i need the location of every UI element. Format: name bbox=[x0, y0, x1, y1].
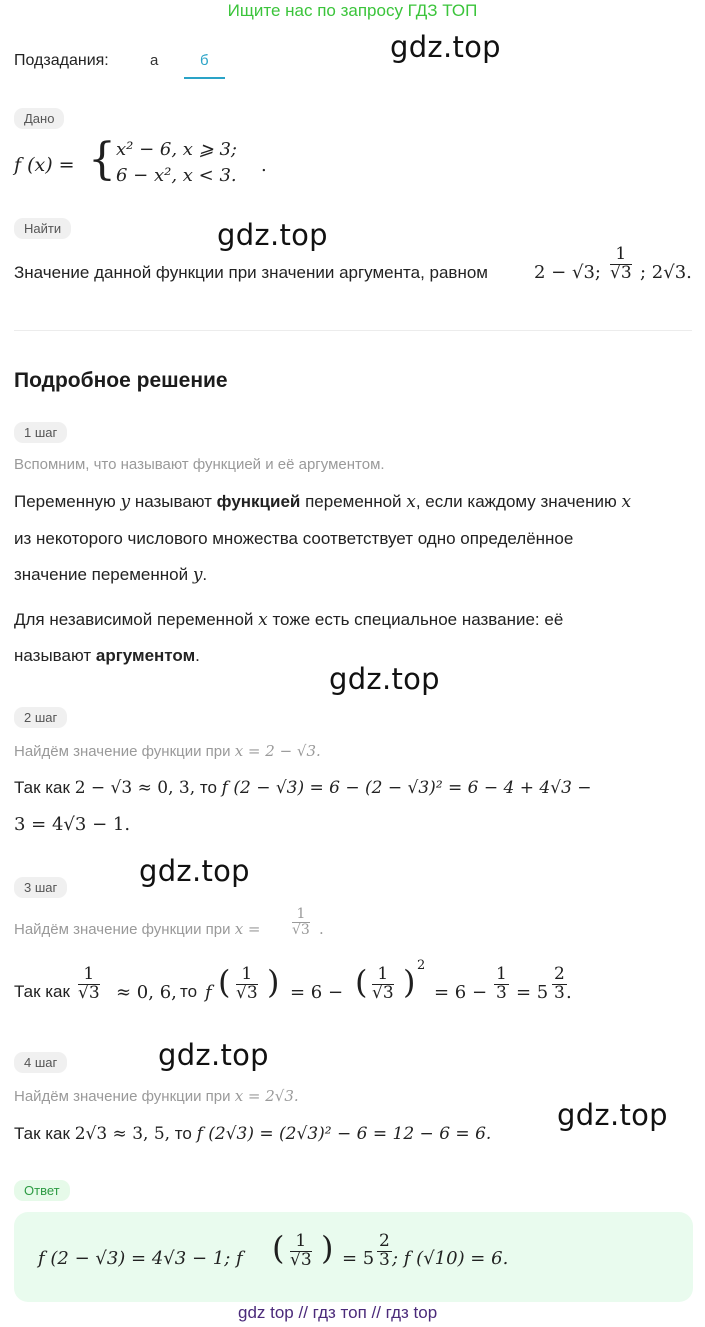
step-3-frac-5 bbox=[552, 966, 567, 1003]
text: то bbox=[174, 1124, 192, 1143]
find-value-b bbox=[610, 246, 632, 283]
given-case-1: x² − 6, x ⩾ 3; bbox=[116, 139, 237, 160]
num: 1 bbox=[372, 966, 394, 985]
tab-active-underline bbox=[184, 77, 225, 79]
paren-right: ) bbox=[321, 1229, 334, 1267]
step-3-approx: ≈ 0, 6, bbox=[116, 982, 177, 1003]
step-1-paragraph-5 bbox=[14, 646, 200, 666]
step-1-hint: Вспомним, что называют функцией и её аргументом. bbox=[14, 456, 385, 473]
watermark: gdz.top bbox=[158, 1038, 269, 1072]
num: 2 bbox=[379, 1231, 390, 1251]
watermark: gdz.top bbox=[390, 30, 501, 64]
num: 1 bbox=[78, 966, 100, 985]
text: значение переменной bbox=[14, 565, 193, 584]
num: 1 bbox=[292, 907, 310, 923]
find-value-b-den: √3 bbox=[610, 262, 632, 283]
var-x: x bbox=[406, 492, 416, 512]
step-3-dot: . bbox=[566, 982, 572, 1003]
math: x = 2√3. bbox=[234, 1087, 299, 1105]
answer-label: Ответ bbox=[14, 1180, 70, 1201]
num: 1 bbox=[496, 964, 507, 984]
watermark: gdz.top bbox=[217, 218, 328, 252]
text: . bbox=[202, 565, 208, 584]
step-3-hint-dot: . bbox=[319, 920, 324, 938]
math: 2√3 ≈ 3, 5, bbox=[74, 1124, 171, 1144]
find-value-c: ; 2√3. bbox=[640, 262, 692, 283]
step-2-line-1 bbox=[14, 778, 592, 798]
text: Так как bbox=[14, 778, 70, 797]
text: Найдём значение функции при bbox=[14, 921, 231, 938]
step-1-label: 1 шаг bbox=[14, 422, 67, 443]
den: √3 bbox=[292, 921, 310, 938]
den: 3 bbox=[496, 982, 507, 1003]
step-3-eq-3: = 5 bbox=[516, 982, 549, 1003]
step-3-frac-4 bbox=[494, 966, 509, 1003]
step-3-exp: 2 bbox=[417, 958, 426, 973]
text: , если каждому значению bbox=[415, 492, 622, 511]
text: называют bbox=[14, 646, 96, 665]
text: Для независимой переменной bbox=[14, 610, 259, 629]
term-function: функцией bbox=[216, 492, 301, 511]
step-4-label: 4 шаг bbox=[14, 1052, 67, 1073]
step-4-line bbox=[14, 1124, 491, 1144]
find-label: Найти bbox=[14, 218, 71, 239]
num: 2 bbox=[554, 964, 565, 984]
watermark: gdz.top bbox=[139, 854, 250, 888]
step-3-frac-2 bbox=[236, 966, 258, 1003]
var-x: x bbox=[258, 610, 268, 630]
text: Найдём значение функции при bbox=[14, 743, 231, 760]
paren-right: ) bbox=[267, 963, 280, 1001]
step-1-paragraph-2: из некоторого числового множества соответствует одно определённое bbox=[14, 529, 574, 548]
step-1-paragraph-4 bbox=[14, 610, 563, 630]
text: . bbox=[195, 646, 200, 665]
math: x = bbox=[234, 920, 261, 938]
answer-part-1: f (2 − √3) = 4√3 − 1; f bbox=[38, 1248, 243, 1269]
answer-part-2: = 5 bbox=[342, 1248, 375, 1269]
math: f (2 − √3) = 6 − (2 − √3)² = 6 − 4 + 4√3 − bbox=[221, 778, 592, 798]
num: 1 bbox=[290, 1233, 312, 1252]
find-value-a: 2 − √3; bbox=[534, 262, 601, 283]
text: то bbox=[199, 778, 217, 797]
step-3-hint-fraction bbox=[292, 907, 310, 937]
step-1-paragraph-3 bbox=[14, 565, 207, 585]
watermark: gdz.top bbox=[557, 1098, 668, 1132]
step-3-eq-1: = 6 − bbox=[290, 982, 344, 1003]
math: 2 − √3 ≈ 0, 3, bbox=[74, 778, 196, 798]
step-3-frac-1 bbox=[78, 966, 100, 1003]
given-brace: { bbox=[88, 134, 116, 185]
den: √3 bbox=[372, 982, 394, 1003]
step-3-f: f bbox=[205, 982, 212, 1003]
den: √3 bbox=[78, 982, 100, 1003]
den: √3 bbox=[290, 1249, 312, 1270]
step-2-line-2: 3 = 4√3 − 1. bbox=[14, 814, 131, 835]
paren-left: ( bbox=[218, 963, 231, 1001]
step-3-hint bbox=[14, 920, 260, 938]
step-3-to: то bbox=[180, 982, 198, 1001]
find-value-b-num: 1 bbox=[610, 246, 632, 265]
divider bbox=[14, 330, 692, 331]
paren-left: ( bbox=[272, 1229, 285, 1267]
step-3-so-text: Так как bbox=[14, 982, 70, 1001]
step-3-eq-2: = 6 − bbox=[434, 982, 488, 1003]
paren-left: ( bbox=[355, 963, 368, 1001]
term-argument: аргументом bbox=[95, 646, 196, 665]
given-label: Дано bbox=[14, 108, 64, 129]
given-case-2: 6 − x², x < 3. bbox=[116, 165, 237, 186]
footer-links[interactable]: gdz top // гдз топ // гдз top bbox=[238, 1303, 438, 1322]
text: переменной bbox=[300, 492, 407, 511]
den: √3 bbox=[236, 982, 258, 1003]
paren-right: ) bbox=[403, 963, 416, 1001]
answer-frac-1 bbox=[290, 1233, 312, 1270]
den: 3 bbox=[379, 1249, 390, 1270]
step-3-frac-3 bbox=[372, 966, 394, 1003]
step-4-hint bbox=[14, 1087, 299, 1105]
given-lhs: f (x) = bbox=[14, 154, 75, 176]
top-banner[interactable]: Ищите нас по запросу ГДЗ ТОП bbox=[227, 1, 478, 20]
var-y: y bbox=[120, 492, 131, 512]
var-x: x bbox=[621, 492, 632, 512]
given-tail: . bbox=[261, 155, 267, 176]
text: Найдём значение функции при bbox=[14, 1088, 231, 1105]
math: f (2√3) = (2√3)² − 6 = 12 − 6 = 6. bbox=[196, 1124, 492, 1144]
text: тоже есть специальное название: её bbox=[267, 610, 564, 629]
text: называют bbox=[130, 492, 217, 511]
num: 1 bbox=[236, 966, 258, 985]
step-1-paragraph-1 bbox=[14, 492, 631, 512]
subtasks-label: Подзадания: bbox=[14, 52, 109, 69]
text: Переменную bbox=[14, 492, 121, 511]
solution-title: Подробное решение bbox=[14, 369, 228, 392]
step-3-label: 3 шаг bbox=[14, 877, 67, 898]
math: x = 2 − √3. bbox=[234, 742, 321, 760]
answer-frac-2 bbox=[377, 1233, 392, 1270]
den: 3 bbox=[554, 982, 565, 1003]
var-y: y bbox=[192, 565, 203, 585]
find-text: Значение данной функции при значении аргумента, равном bbox=[14, 263, 488, 282]
answer-part-3: ; f (√10) = 6. bbox=[392, 1248, 509, 1269]
tab-b[interactable]: б bbox=[200, 52, 209, 69]
step-2-label: 2 шаг bbox=[14, 707, 67, 728]
tab-a[interactable]: а bbox=[150, 52, 159, 69]
step-2-hint bbox=[14, 742, 321, 760]
watermark: gdz.top bbox=[329, 662, 440, 696]
text: Так как bbox=[14, 1124, 70, 1143]
